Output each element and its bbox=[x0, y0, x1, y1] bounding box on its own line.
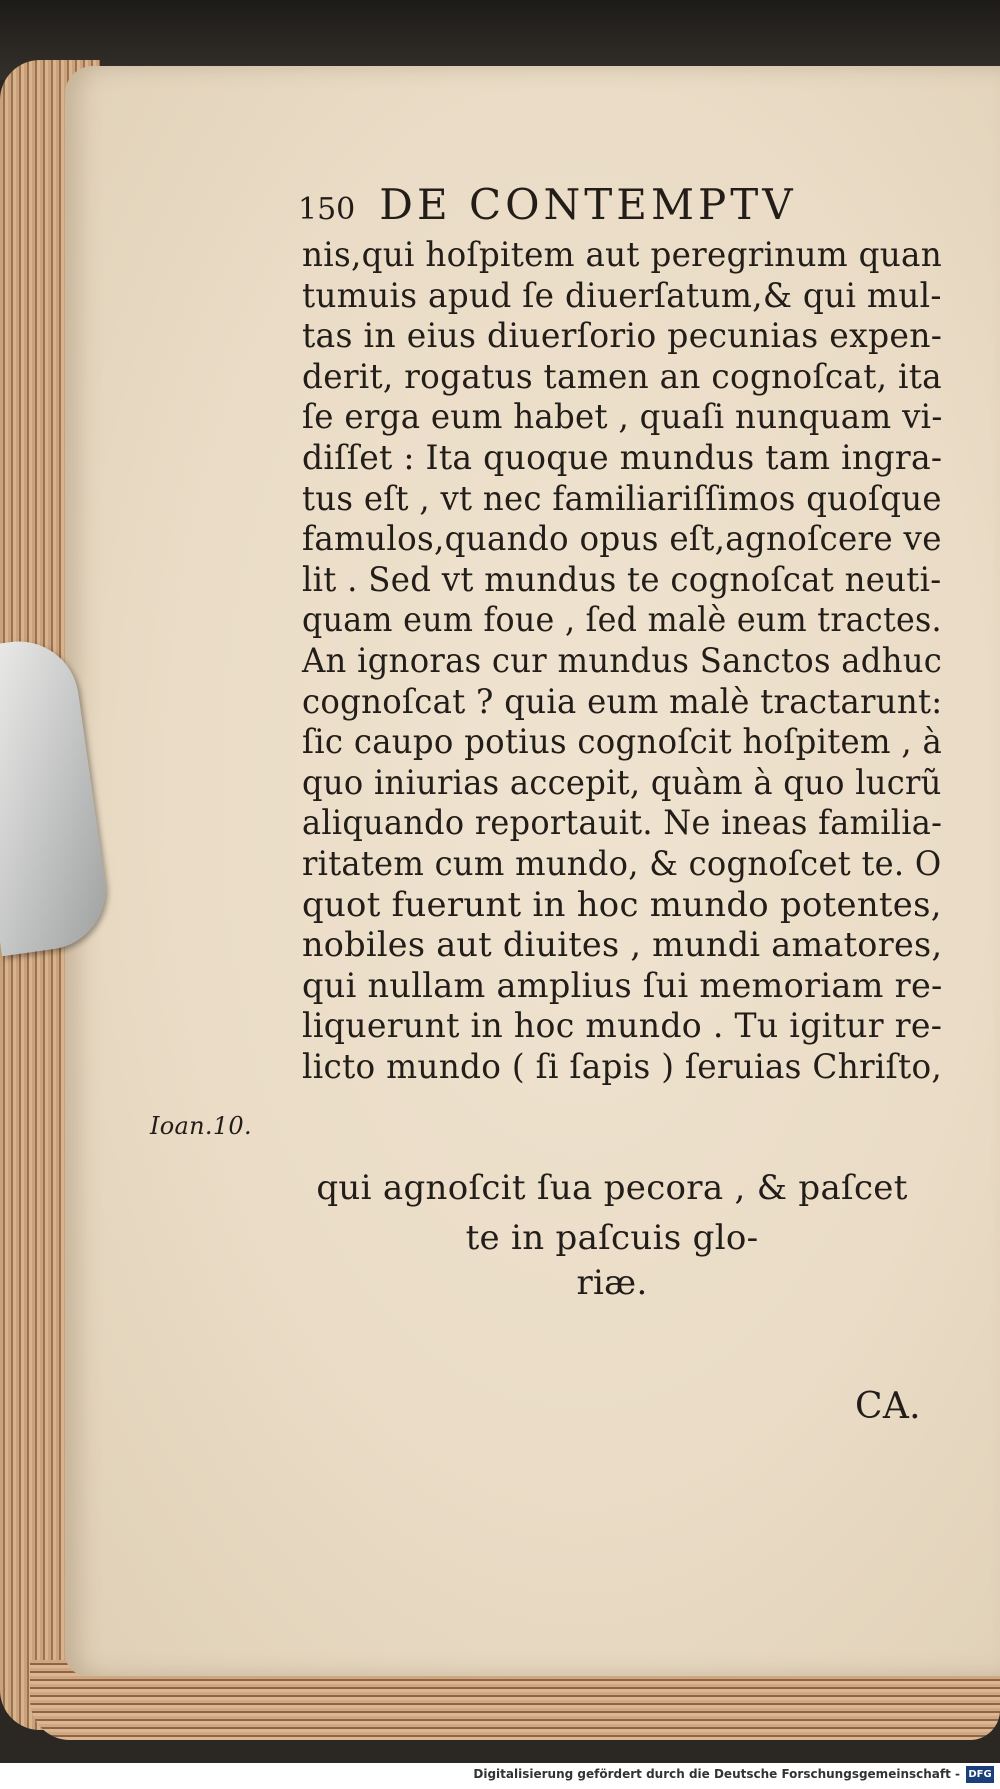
body-line: aliquando reportauit. Ne ineas familia- bbox=[302, 803, 943, 844]
body-line: tumuis apud ſe diuerſatum,& qui mul- bbox=[302, 275, 942, 316]
body-line: liquerunt in hoc mundo . Tu igitur re- bbox=[302, 1006, 943, 1047]
marginal-note: Ioan.10. bbox=[150, 1112, 252, 1140]
dfg-logo: DFG bbox=[966, 1766, 994, 1783]
running-head-title: DE CONTEMPTV bbox=[379, 180, 797, 229]
closing-line: te in paſcuis glo- bbox=[465, 1218, 759, 1258]
body-line: quot fuerunt in hoc mundo potentes, bbox=[302, 884, 942, 925]
body-line: cognoſcat ? quia eum malè tractarunt: bbox=[302, 681, 943, 722]
body-line: quam eum foue , ſed malè eum tractes. bbox=[302, 600, 942, 641]
body-line: derit, rogatus tamen an cognoſcat, ita bbox=[302, 356, 942, 397]
body-line: ſic caupo potius cognoſcit hoſpitem , à bbox=[302, 722, 943, 763]
body-line: qui nullam amplius ſui memoriam re- bbox=[302, 965, 943, 1006]
page-number: 150 bbox=[298, 192, 356, 227]
body-line: licto mundo ( ſi ſapis ) ſeruias Chriſto, bbox=[302, 1047, 943, 1087]
body-line: ſe erga eum habet , quaſi nunquam vi- bbox=[302, 397, 943, 438]
catchword: CA. bbox=[855, 1386, 921, 1427]
body-line: ritatem cum mundo, & cognoſcet te. O bbox=[302, 844, 942, 884]
body-line: nobiles aut diuites , mundi amatores, bbox=[302, 925, 943, 966]
body-line: famulos,quando opus eſt,agnoſcere ve bbox=[302, 519, 942, 560]
digitization-credit: Digitalisierung gefördert durch die Deutsche Forschungsgemeinschaft - bbox=[473, 1767, 960, 1781]
closing-line: riæ. bbox=[576, 1263, 648, 1303]
body-line: nis,qui hoſpitem aut peregrinum quan bbox=[302, 235, 943, 275]
body-line: tas in eius diuerſorio pecunias expen- bbox=[302, 316, 943, 357]
body-line: lit . Sed vt mundus te cognoſcat neuti- bbox=[302, 559, 942, 600]
running-head bbox=[298, 180, 797, 229]
body-line: An ignoras cur mundus Sanctos adhuc bbox=[302, 641, 943, 681]
body-line: quo iniurias accepit, quàm à quo lucrũ bbox=[302, 762, 942, 803]
closing-line: qui agnoſcit ſua pecora , & paſcet bbox=[316, 1168, 908, 1208]
body-line: diſſet : Ita quoque mundus tam ingra- bbox=[302, 438, 943, 478]
body-line: tus eſt , vt nec familiariſſimos quoſque bbox=[302, 478, 942, 519]
